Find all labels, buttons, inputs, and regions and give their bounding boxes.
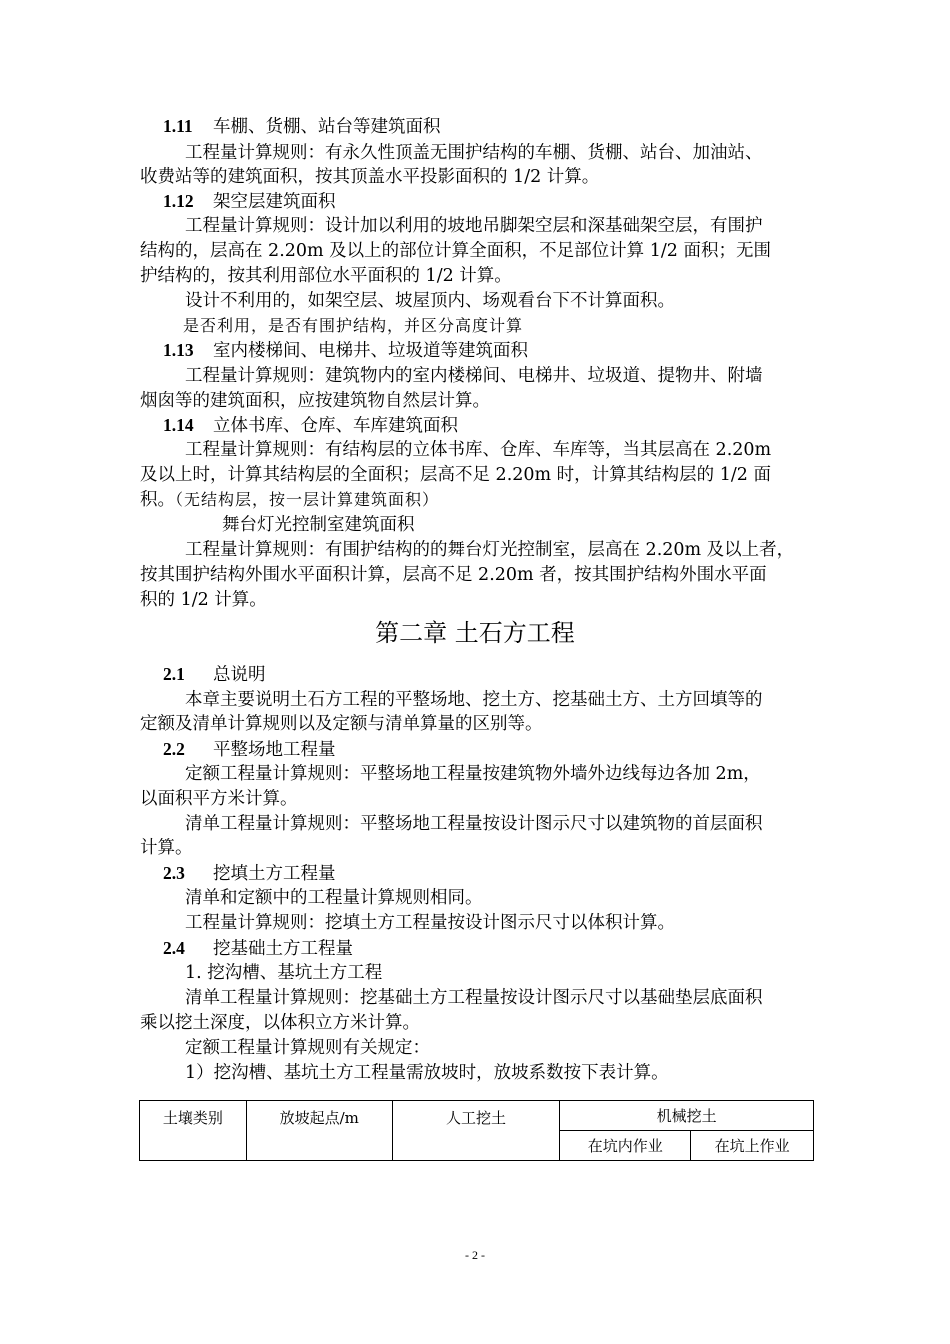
paragraph-line: 清单工程量计算规则：挖基础土方工程量按设计图示尺寸以基础垫层底面积 — [185, 988, 763, 1008]
paragraph-line: 工程量计算规则：有结构层的立体书库、仓库、车库等，当其层高在 2.20m — [185, 440, 772, 460]
paragraph-line: 1）挖沟槽、基坑土方工程量需放坡时，放坡系数按下表计算。 — [185, 1063, 669, 1083]
paragraph-line: 积。（无结构层，按一层计算建筑面积） — [140, 490, 440, 510]
paragraph-line: 烟囱等的建筑面积，应按建筑物自然层计算。 — [140, 391, 490, 411]
paragraph-line: 工程量计算规则：建筑物内的室内楼梯间、电梯井、垃圾道、提物井、附墙 — [185, 366, 763, 386]
table-header-cell: 土壤类别 — [140, 1101, 247, 1161]
paragraph-line: 及以上时，计算其结构层的全面积；层高不足 2.20m 时，计算其结构层的 1/2 面 — [140, 465, 771, 485]
section-heading: 1.13 室内楼梯间、电梯井、垃圾道等建筑面积 — [163, 340, 528, 361]
paragraph-line: 按其围护结构外围水平面积计算，层高不足 2.20m 者，按其围护结构外围水平面 — [140, 565, 767, 585]
chapter-title: 第二章 土石方工程 — [375, 619, 575, 647]
section-heading: 1.11 车棚、货棚、站台等建筑面积 — [163, 116, 441, 137]
paragraph-line: 定额工程量计算规则有关规定： — [185, 1038, 430, 1058]
table-subheader-cell: 在坑上作业 — [691, 1131, 814, 1161]
section-heading: 1.12 架空层建筑面积 — [163, 191, 336, 212]
paragraph-line: 工程量计算规则：有围护结构的的舞台灯光控制室，层高在 2.20m 及以上者， — [185, 540, 795, 560]
table-header-row — [140, 1101, 814, 1131]
section-heading: 2.4 挖基础土方工程量 — [163, 938, 353, 959]
handwritten-note: 是否利用，是否有围护结构，并区分高度计算 — [183, 316, 524, 335]
subsection-heading: 舞台灯光控制室建筑面积 — [222, 515, 415, 535]
section-heading: 2.2 平整场地工程量 — [163, 739, 336, 760]
table-subheader-cell: 在坑内作业 — [560, 1131, 691, 1161]
paragraph-line: 本章主要说明土石方工程的平整场地、挖土方、挖基础土方、土方回填等的 — [185, 690, 763, 710]
list-item: 1. 挖沟槽、基坑土方工程 — [185, 963, 383, 983]
table-header-cell: 机械挖土 — [560, 1101, 814, 1131]
paragraph-line: 清单工程量计算规则：平整场地工程量按设计图示尺寸以建筑物的首层面积 — [185, 814, 763, 834]
paragraph-line: 定额工程量计算规则：平整场地工程量按建筑物外墙外边线每边各加 2m， — [185, 764, 761, 784]
paragraph-line: 工程量计算规则：设计加以利用的坡地吊脚架空层和深基础架空层，有围护 — [185, 216, 763, 236]
paragraph-line: 清单和定额中的工程量计算规则相同。 — [185, 888, 483, 908]
section-heading: 1.14 立体书库、仓库、车库建筑面积 — [163, 415, 458, 436]
paragraph-line: 乘以挖土深度，以体积立方米计算。 — [140, 1013, 420, 1033]
paragraph-line: 工程量计算规则：有永久性顶盖无围护结构的车棚、货棚、站台、加油站、 — [185, 143, 763, 163]
page-number: - 2 - — [465, 1248, 485, 1262]
paragraph-line: 设计不利用的，如架空层、坡屋顶内、场观看台下不计算面积。 — [185, 291, 675, 311]
table-header-cell: 放坡起点/m — [246, 1101, 392, 1161]
paragraph-line: 收费站等的建筑面积，按其顶盖水平投影面积的 1/2 计算。 — [140, 167, 600, 187]
paragraph-line: 以面积平方米计算。 — [140, 789, 298, 809]
handwritten-note: （无结构层，按一层计算建筑面积） — [175, 490, 440, 509]
section-heading: 2.1 总说明 — [163, 664, 266, 685]
paragraph-line: 结构的，层高在 2.20m 及以上的部位计算全面积，不足部位计算 1/2 面积；无围 — [140, 241, 771, 261]
section-heading: 2.3 挖填土方工程量 — [163, 863, 336, 884]
slope-coefficient-table — [139, 1100, 814, 1161]
paragraph-line: 积的 1/2 计算。 — [140, 590, 267, 610]
paragraph-line: 工程量计算规则：挖填土方工程量按设计图示尺寸以体积计算。 — [185, 913, 675, 933]
paragraph-line: 计算。 — [140, 838, 193, 858]
paragraph-line: 定额及清单计算规则以及定额与清单算量的区别等。 — [140, 714, 543, 734]
paragraph-line: 护结构的，按其利用部位水平面积的 1/2 计算。 — [140, 266, 512, 286]
table-header-cell: 人工挖土 — [392, 1101, 560, 1161]
